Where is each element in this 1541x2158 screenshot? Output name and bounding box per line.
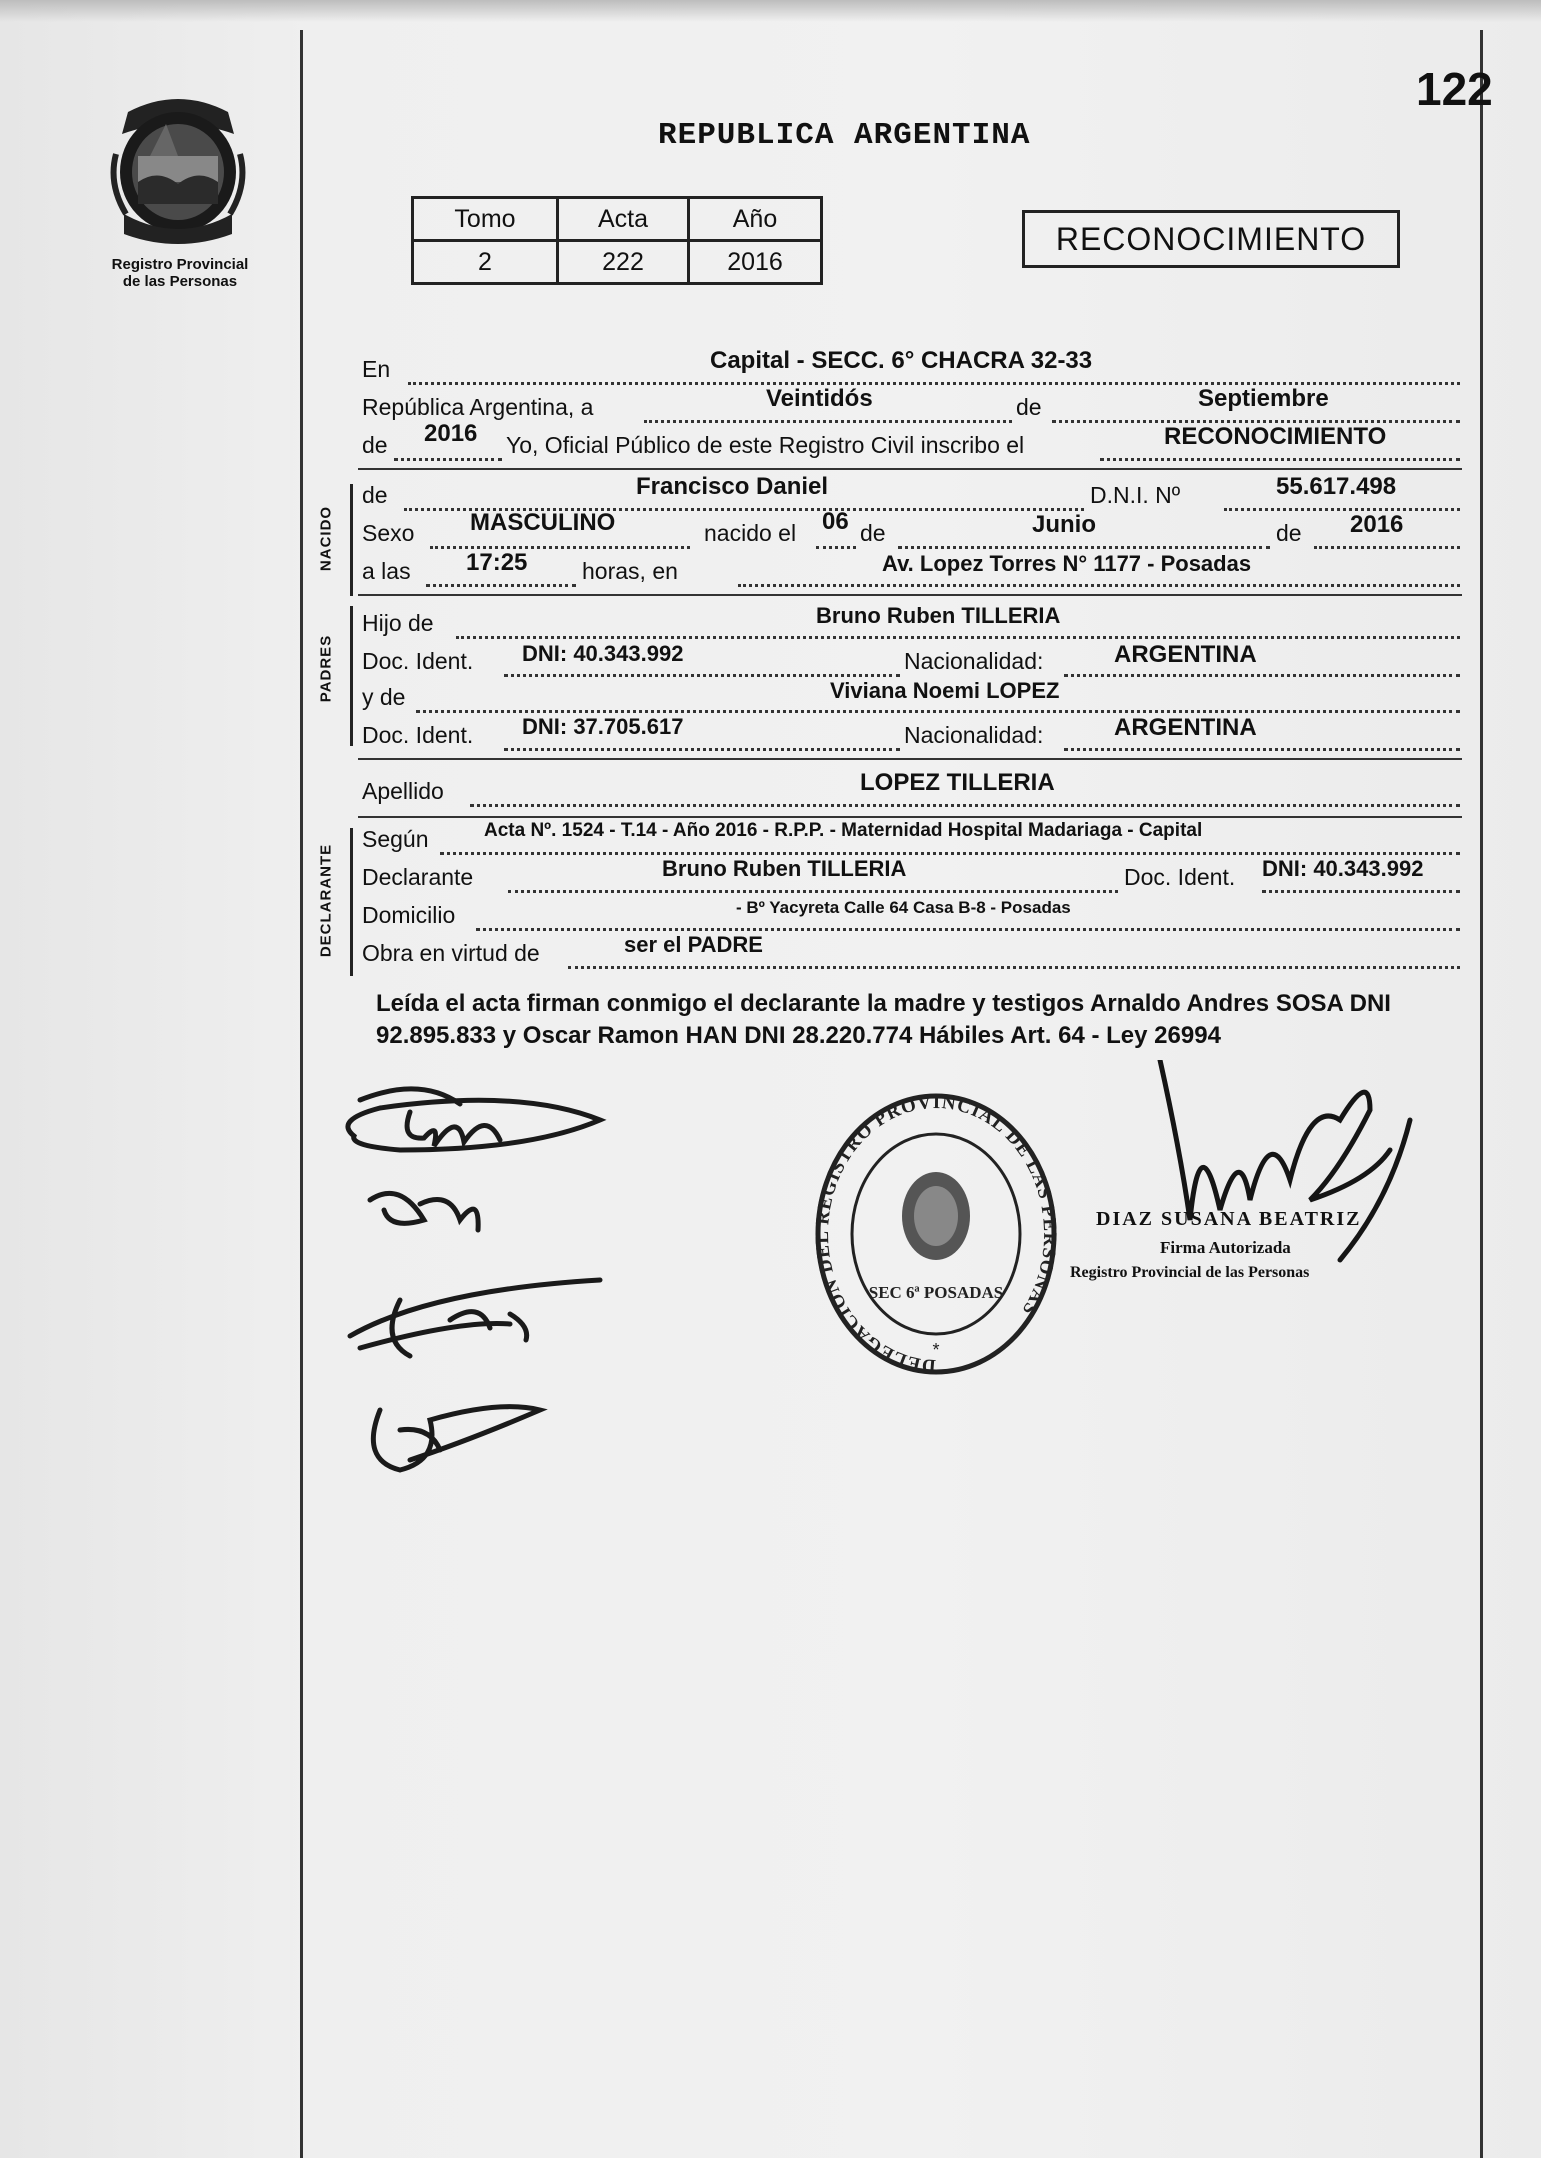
nacido-side-bar [350, 484, 353, 596]
mother-nationality: ARGENTINA [1114, 714, 1257, 741]
page-number: 122 [1416, 63, 1493, 115]
dotted-line [738, 584, 1460, 587]
dotted-line [508, 890, 1118, 893]
register-table-values [413, 241, 822, 284]
label-doc-declarante: Doc. Ident. [1124, 864, 1236, 890]
label-y-de: y de [362, 684, 406, 710]
section-label-declarante: DECLARANTE [317, 843, 335, 958]
section-rule [358, 468, 1462, 470]
stamp-ring-text: DELEGACION DEL REGISTRO PROVINCIAL DE LAS PERSONAS [812, 1091, 1060, 1377]
logo-caption-line2: de las Personas [122, 273, 238, 290]
dotted-line [1224, 508, 1460, 511]
dotted-line [1262, 890, 1460, 893]
dotted-line [416, 710, 1460, 713]
dotted-line [816, 546, 856, 549]
label-de-nombre: de [362, 482, 388, 508]
dotted-line [504, 748, 900, 751]
mother-name: Viviana Noemi LOPEZ [830, 678, 1060, 703]
official-name: DIAZ SUSANA BEATRIZ [1096, 1208, 1362, 1230]
witness-signatures [340, 1080, 660, 1520]
label-doc-mother: Doc. Ident. [362, 722, 474, 748]
label-a-las: a las [362, 558, 411, 584]
birth-month: Junio [1032, 511, 1096, 538]
birth-day: 06 [822, 508, 849, 535]
left-margin-line [300, 30, 303, 2158]
svg-text:*: * [932, 1340, 940, 1360]
label-nac-mother: Nacionalidad: [904, 722, 1044, 748]
child-dni: 55.617.498 [1276, 473, 1397, 500]
section-label-nacido: NACIDO [317, 505, 335, 572]
dotted-line [426, 584, 576, 587]
value-ano: 2016 [689, 241, 822, 284]
official-role: Firma Autorizada [1160, 1238, 1291, 1257]
misiones-seal-logo [108, 94, 248, 244]
page-title: REPUBLICA ARGENTINA [658, 118, 1031, 153]
section-rule [358, 758, 1462, 760]
label-republica: República Argentina, a [362, 394, 594, 420]
official-office: Registro Provincial de las Personas [1070, 1264, 1310, 1281]
birth-hour: 17:25 [466, 549, 528, 576]
dotted-line [1064, 748, 1460, 751]
value-acta: 222 [558, 241, 689, 284]
father-name: Bruno Ruben TILLERIA [816, 603, 1061, 628]
label-nac-father: Nacionalidad: [904, 648, 1044, 674]
right-margin-line [1480, 30, 1483, 2158]
day-value: Veintidós [766, 385, 873, 412]
label-horas-en: horas, en [582, 558, 678, 584]
logo-caption [80, 256, 280, 290]
delegation-stamp [812, 1088, 1060, 1380]
header-ano: Año [689, 198, 822, 241]
place-value: Capital - SECC. 6° CHACRA 32-33 [710, 347, 1093, 374]
label-de: de [1016, 394, 1042, 420]
dotted-line [504, 674, 900, 677]
label-segun: Según [362, 826, 429, 852]
declarante-side-bar [350, 828, 353, 976]
segun-value: Acta Nº. 1524 - T.14 - Año 2016 - R.P.P. - Maternidad Hospital Madariaga - Capital [484, 820, 1203, 841]
dotted-line [1064, 674, 1460, 677]
top-shadow [0, 0, 1541, 22]
child-name: Francisco Daniel [636, 473, 829, 500]
dotted-line [476, 928, 1460, 931]
header-tomo: Tomo [413, 198, 558, 241]
statement-text: Yo, Oficial Público de este Registro Civil inscribo el [506, 432, 1025, 458]
dotted-line [456, 636, 1460, 639]
label-de2: de [362, 432, 388, 458]
dotted-line [644, 420, 1012, 423]
header-acta: Acta [558, 198, 689, 241]
birth-year: 2016 [1350, 511, 1404, 538]
father-doc: DNI: 40.343.992 [522, 641, 684, 666]
dotted-line [898, 546, 1270, 549]
dotted-line [1100, 458, 1460, 461]
dotted-line [394, 458, 502, 461]
stamp-center-text: SEC 6ª POSADAS [868, 1283, 1004, 1302]
label-sexo: Sexo [362, 520, 415, 546]
label-apellido: Apellido [362, 778, 444, 804]
obra-value: ser el PADRE [624, 932, 763, 957]
sexo-value: MASCULINO [470, 509, 616, 536]
mother-doc: DNI: 37.705.617 [522, 714, 684, 739]
register-table-header [413, 198, 822, 241]
declarante-name: Bruno Ruben TILLERIA [662, 856, 907, 881]
section-rule [358, 594, 1462, 596]
apellido-value: LOPEZ TILLERIA [860, 769, 1055, 796]
year-value: 2016 [424, 420, 478, 447]
label-domicilio: Domicilio [362, 902, 456, 928]
dotted-line [568, 966, 1460, 969]
label-dni: D.N.I. Nº [1090, 482, 1181, 508]
dotted-line [470, 804, 1460, 807]
section-rule [358, 816, 1462, 818]
padres-side-bar [350, 606, 353, 746]
register-table [411, 196, 823, 285]
section-label-padres: PADRES [317, 634, 335, 703]
label-obra: Obra en virtud de [362, 940, 540, 966]
declarante-doc: DNI: 40.343.992 [1262, 856, 1424, 881]
label-doc-father: Doc. Ident. [362, 648, 474, 674]
act-value: RECONOCIMIENTO [1164, 423, 1387, 450]
domicilio-value: - Bº Yacyreta Calle 64 Casa B-8 - Posadas [736, 898, 1071, 917]
dotted-line [1314, 546, 1460, 549]
label-de-mes: de [860, 520, 886, 546]
label-de-ano: de [1276, 520, 1302, 546]
dotted-line [440, 852, 1460, 855]
closing-statement: Leída el acta firman conmigo el declarante la madre y testigos Arnaldo Andres SOSA DNI 92.895.833 y Oscar Ramon HAN DNI 28.220.774 Hábiles Art. 64 - Ley 26994 [376, 990, 1391, 1049]
official-signature-block [1070, 1060, 1450, 1320]
father-nationality: ARGENTINA [1114, 641, 1257, 668]
label-declarante: Declarante [362, 864, 474, 890]
label-nacido-el: nacido el [704, 520, 797, 546]
month-value: Septiembre [1198, 385, 1329, 412]
value-tomo: 2 [413, 241, 558, 284]
record-type-box: RECONOCIMIENTO [1022, 210, 1400, 268]
label-en: En [362, 356, 391, 382]
birth-place: Av. Lopez Torres N° 1177 - Posadas [882, 551, 1252, 576]
logo-caption-line1: Registro Provincial [111, 256, 249, 273]
label-hijo-de: Hijo de [362, 610, 434, 636]
